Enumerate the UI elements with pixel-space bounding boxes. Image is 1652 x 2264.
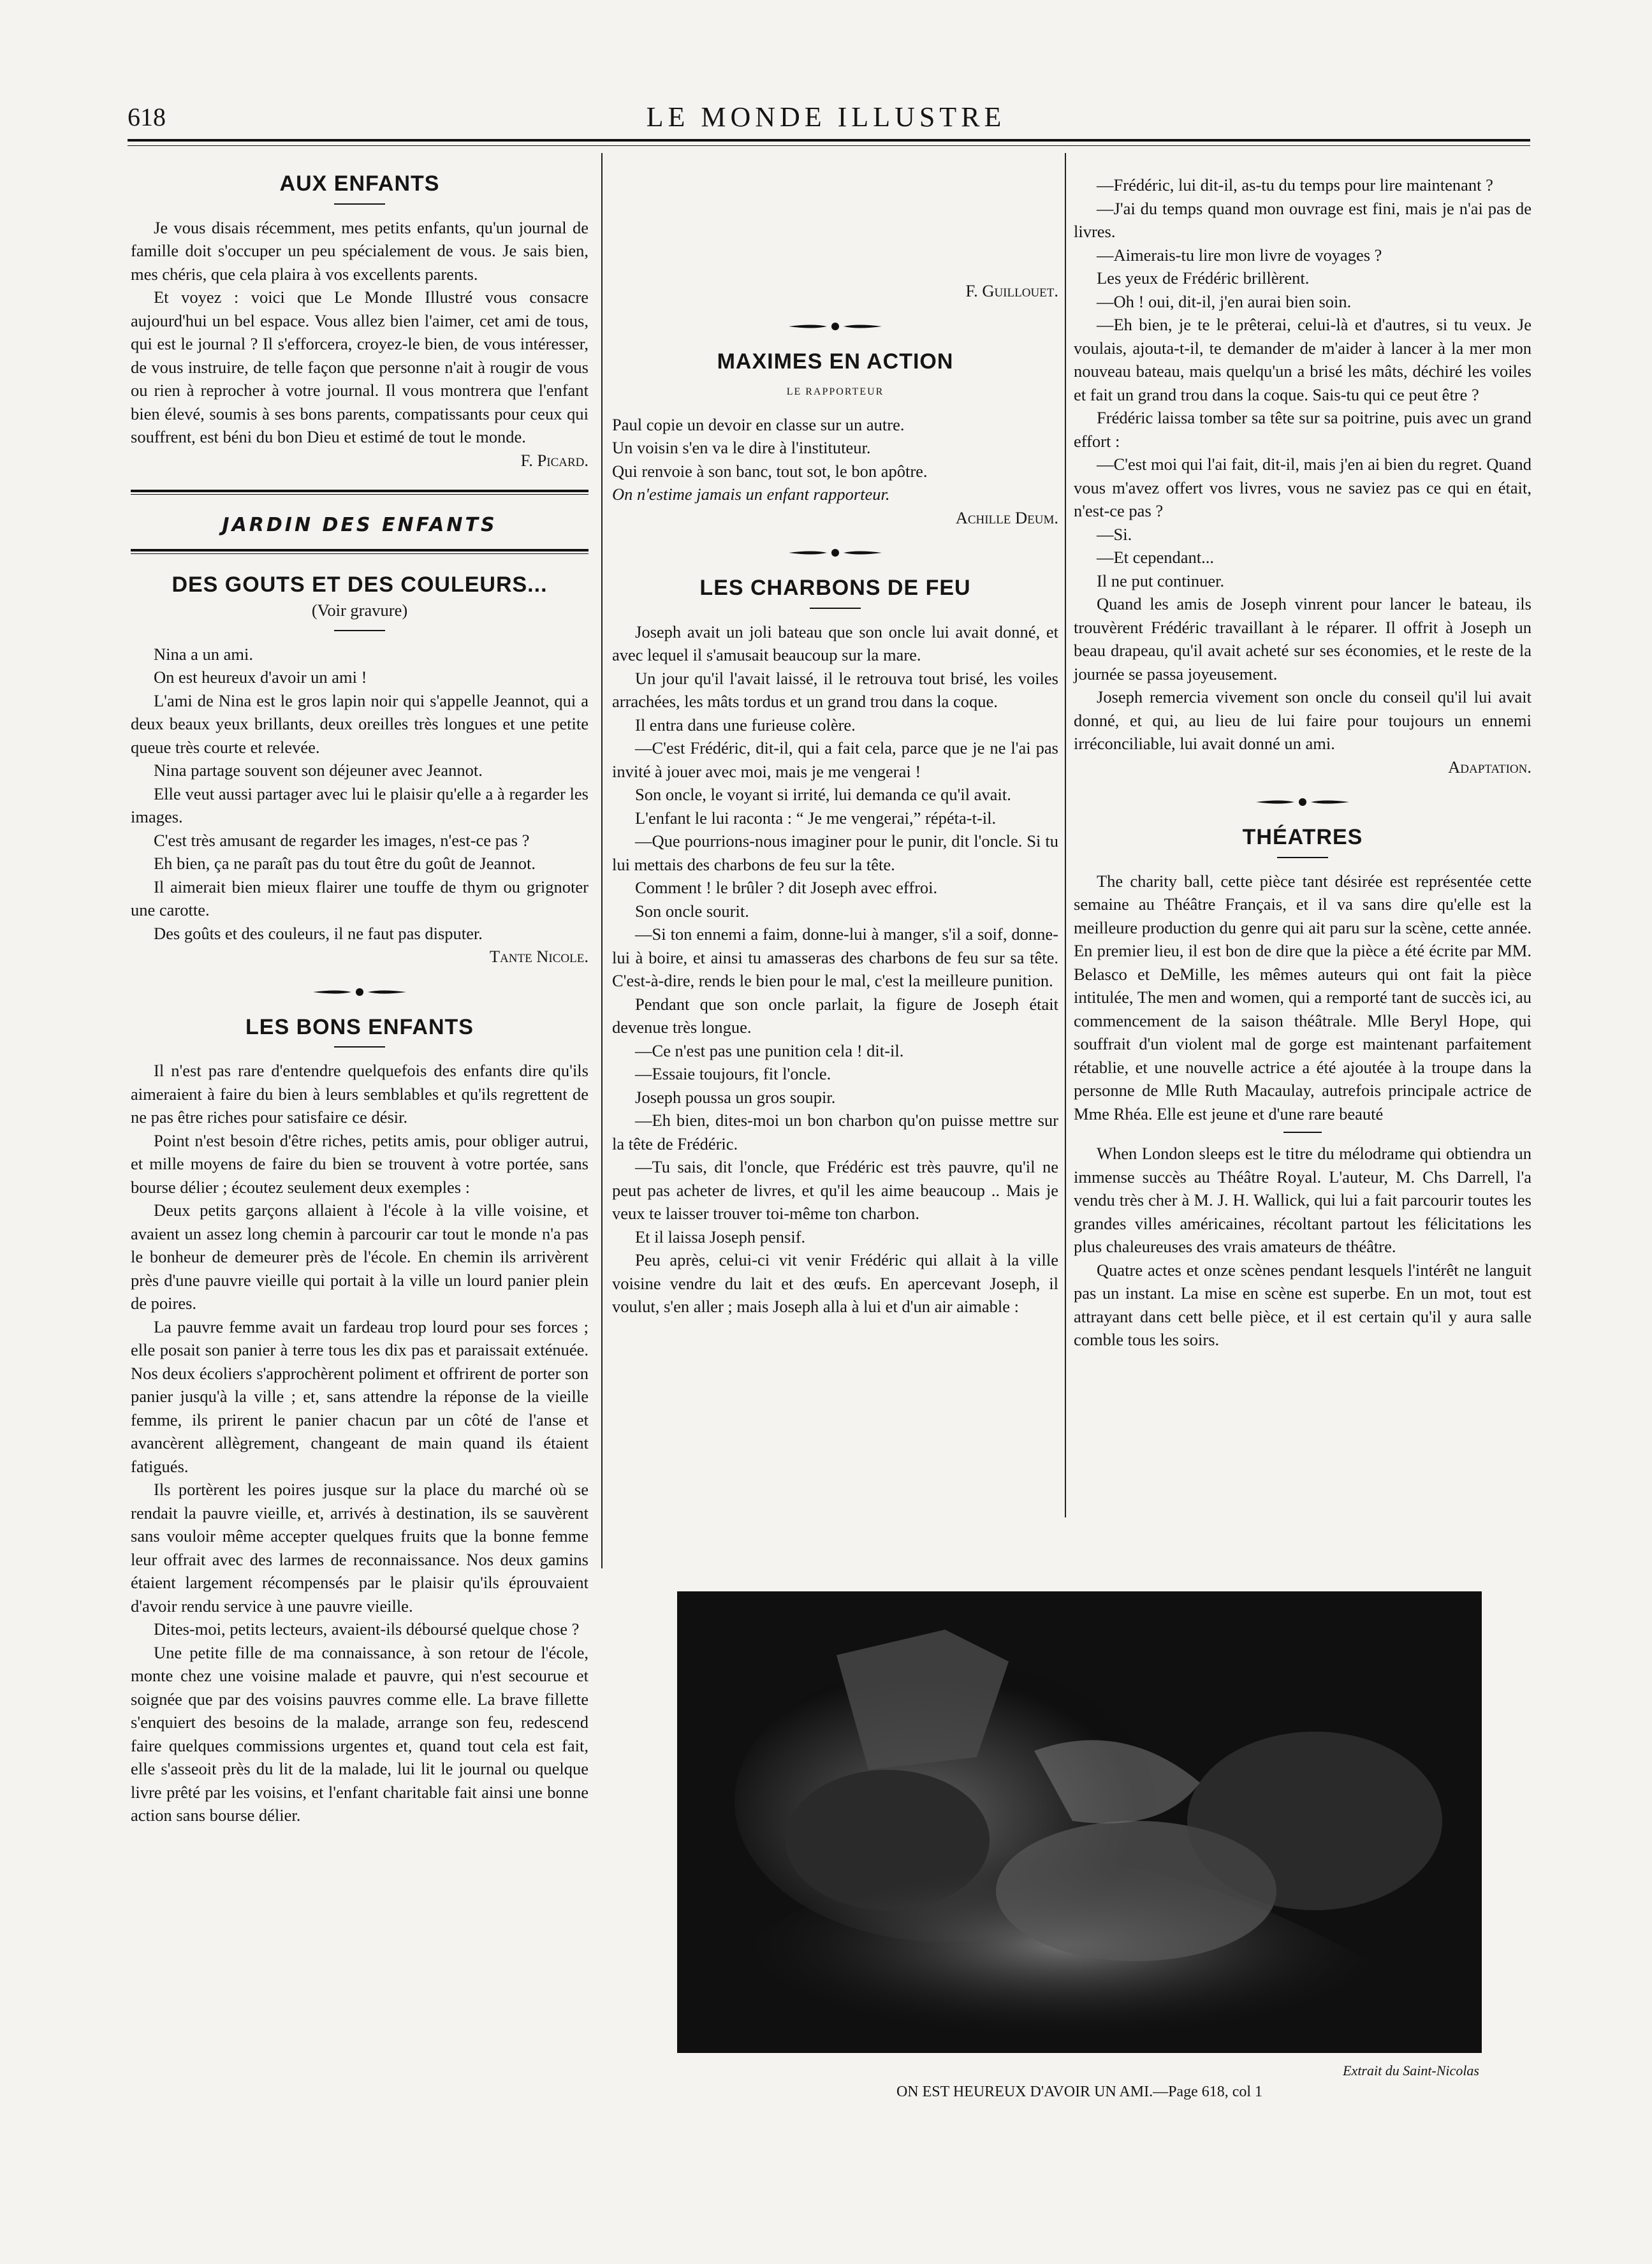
charbons-paragraph: Joseph remercia vivement son oncle du conseil qu'il lui avait donné, et qui, au lieu de lui faire pour toujours un ennemi irréconciliable, lui avait donné un ami. (1074, 687, 1531, 753)
aux-enfants-paragraph: Et voyez : voici que Le Monde Illustré vous consacre aujourd'hui un bel espace. Vous allez bien l'aimer, cet ami de tous, qui est le journal ? Il s'efforcera, croyez-le bien, de vous intéresser, de vous instruire, de telle façon que personne n'ait à rougir de vous ou rien à reprocher à votre journal. Il vous montrera que l'enfant bien élevé, soumis à ses bons parents, compatissants pour ceux qui souffrent, est béni du bon Dieu et estimé de tout le monde. (131, 288, 588, 446)
bons-signature: F. Guillouet. (965, 281, 1058, 300)
maximes-verse: Un voisin s'en va le dire à l'instituteur. (612, 438, 871, 457)
aux-enfants-title: AUX ENFANTS (279, 172, 440, 196)
column-1 (131, 172, 588, 1827)
bons-paragraph: Il n'est pas rare d'entendre quelquefois des enfants dire qu'ils aimeraient à faire du bien à leurs semblables et qu'ils regrettent de ne pas être riches pour satisfaire ce désir. (131, 1061, 588, 1127)
gouts-paragraph: C'est très amusant de regarder les images, n'est-ce pas ? (154, 830, 530, 850)
gouts-paragraph: Nina a un ami. (154, 644, 254, 664)
bons-enfants-title: LES BONS ENFANTS (245, 1014, 474, 1039)
charbons-paragraph: —Essaie toujours, fit l'oncle. (635, 1064, 831, 1083)
maximes-subtitle: LE RAPPORTEUR (786, 386, 884, 397)
illustration (677, 1591, 1482, 2053)
charbons-paragraph: —Ce n'est pas une punition cela ! dit-il. (635, 1041, 904, 1060)
theatres-paragraph: Quatre actes et onze scènes pendant lesquels l'intérêt ne languit pas un instant. La mise en scène est superbe. En un mot, tout est attrayant dans cett belle pièce, et il est certain qu'il y aura salle comble tous les soirs. (1074, 1260, 1531, 1349)
column-3 (1074, 173, 1531, 1352)
jardin-banner: JARDIN DES ENFANTS (222, 514, 497, 536)
charbons-paragraph: Pendant que son oncle parlait, la figure de Joseph était devenue très longue. (612, 994, 1058, 1037)
page-number: 618 (128, 103, 166, 131)
charbons-paragraph: Joseph poussa un gros soupir. (635, 1087, 836, 1107)
gouts-paragraph: Il aimerait bien mieux flairer une touffe de thym ou grignoter une carotte. (131, 877, 588, 919)
charbons-paragraph: Son oncle, le voyant si irrité, lui demanda ce qu'il avait. (635, 785, 1011, 804)
charbons-signature: Adaptation. (1448, 757, 1531, 777)
charbons-paragraph: —Eh bien, dites-moi un bon charbon qu'on puisse mettre sur la tête de Frédéric. (612, 1111, 1058, 1153)
charbons-paragraph: Frédéric laissa tomber sa tête sur sa poitrine, puis avec un grand effort : (1074, 408, 1531, 451)
title-rule (334, 203, 385, 205)
theatres-paragraph: When London sleeps est le titre du mélodrame qui obtiendra un immense succès au Théâtre Royal. L'auteur, M. Chs Darrell, l'a vendu très cher à M. J. H. Wallick, qui lui a fait parcourir toutes les grandes villes américaines, récoltant partout les félicitations les plus chaleureuses des vrais amateurs de théâtre. (1074, 1144, 1531, 1256)
gouts-paragraph: Elle veut aussi partager avec lui le plaisir qu'elle a à regarder les images. (131, 784, 588, 826)
maximes-title: MAXIMES EN ACTION (717, 349, 954, 374)
section-rule-thin (131, 494, 588, 495)
charbons-paragraph: —Eh bien, je te le prêterai, celui-là et d'autres, si tu veux. Je voulais, ajouta-t-il, te demander de m'aider à lancer à la mer mon nouveau bateau, mais quelqu'un a brisé les mâts, déchiré les voiles et fait un grand trou dans la coque. Sais-tu qui ce peut être ? (1074, 315, 1531, 404)
charbons-paragraph: Et il laissa Joseph pensif. (635, 1227, 806, 1246)
title-rule (334, 630, 385, 631)
charbons-paragraph: —Frédéric, lui dit-il, as-tu du temps pour lire maintenant ? (1097, 175, 1493, 194)
charbons-paragraph: —Oh ! oui, dit-il, j'en aurai bien soin. (1097, 291, 1352, 311)
title-rule (810, 608, 861, 609)
charbons-paragraph: —Si ton ennemi a faim, donne-lui à manger, s'il a soif, donne-lui à boire, et ainsi tu amasseras des charbons de feu sur sa tête. C'est-à-dire, rends le bien pour le mal, c'est la meilleure punition. (612, 924, 1058, 990)
charbons-paragraph: —Si. (1097, 524, 1132, 544)
paragraph-rule (1283, 1132, 1322, 1133)
charbons-paragraph: Peu après, celui-ci vit venir Frédéric qui allait à la ville voisine vendre du lait et des œufs. En apercevant Joseph, il voulut, s'en aller ; mais Joseph alla à lui et d'un air aimable : (612, 1250, 1058, 1316)
gouts-paragraph: Eh bien, ça ne paraît pas du tout être du goût de Jeannot. (154, 854, 536, 873)
section-rule (131, 490, 588, 492)
charbons-paragraph: —C'est Frédéric, dit-il, qui a fait cela, parce que je ne l'ai pas invité à jouer avec moi, mais je me vengerai ! (612, 738, 1058, 781)
gouts-paragraph: On est heureux d'avoir un ami ! (154, 668, 367, 687)
gouts-paragraph: Nina partage souvent son déjeuner avec Jeannot. (154, 761, 483, 780)
charbons-paragraph: Comment ! le brûler ? dit Joseph avec effroi. (635, 878, 938, 897)
section-rule (131, 549, 588, 551)
column-2 (612, 167, 1058, 1318)
bons-paragraph: Point n'est besoin d'être riches, petits amis, pour obliger autrui, et mille moyens de faire du bien se trouvent à votre portée, sans bourse délier ; écoutez seulement deux exemples : (131, 1130, 588, 1197)
gouts-subtitle: (Voir gravure) (311, 601, 408, 620)
aux-enfants-signature: F. Picard. (520, 450, 588, 470)
charbons-paragraph: Il ne put continuer. (1097, 571, 1225, 590)
column-divider-1 (601, 153, 603, 1568)
ornament-divider (612, 322, 1058, 331)
charbons-paragraph: Un jour qu'il l'avait laissé, il le retrouva tout brisé, les voiles arrachées, les mâts tordus et un grand trou dans la coque. (612, 668, 1058, 711)
maximes-signature: Achille Deum. (955, 508, 1058, 527)
charbons-paragraph: Les yeux de Frédéric brillèrent. (1097, 268, 1310, 288)
charbons-paragraph: —J'ai du temps quand mon ouvrage est fini, mais je n'ai pas de livres. (1074, 198, 1531, 241)
charbons-paragraph: —Aimerais-tu lire mon livre de voyages ? (1097, 245, 1382, 265)
header-rule-thin (128, 145, 1530, 146)
illustration-caption: ON EST HEUREUX D'AVOIR UN AMI.—Page 618, col 1 (896, 2084, 1263, 2100)
illustration-credit: Extrait du Saint-Nicolas (1343, 2063, 1479, 2078)
charbons-paragraph: Joseph avait un joli bateau que son oncle lui avait donné, et avec lequel il s'amusait beaucoup sur la mare. (612, 622, 1058, 664)
gouts-title: DES GOUTS ET DES COULEURS... (172, 572, 548, 597)
masthead: LE MONDE ILLUSTRE (646, 101, 1006, 133)
column-divider-2 (1065, 153, 1066, 1517)
gouts-signature: Tante Nicole. (489, 947, 588, 966)
header-rule (128, 139, 1530, 142)
theatres-title: THÉATRES (1242, 825, 1363, 849)
ornament-divider (1074, 798, 1531, 807)
bons-paragraph: Une petite fille de ma connaissance, à son retour de l'école, monte chez une voisine malade et pauvre, qui n'est secourue et soignée que par des voisins pauvres comme elle. La brave fillette s'enquiert des besoins de la malade, arrange son feu, redescend faire quelques commissions urgentes et, quand tout cela est fait, elle s'asseoit près du lit de la malade, lui lit le journal ou quelque livre prêté par les voisins, et l'enfant charitable fait ainsi une bonne action sans bourse délier. (131, 1642, 588, 1825)
aux-enfants-paragraph: Je vous disais récemment, mes petits enfants, qu'un journal de famille doit s'occuper un peu spécialement de vous. Je sais bien, mes chéris, que cela plaira à vos excellents parents. (131, 217, 588, 284)
ornament-divider (612, 548, 1058, 557)
charbons-paragraph: —Que pourrions-nous imaginer pour le punir, dit l'oncle. Si tu lui mettais des charbons de feu sur la tête. (612, 831, 1058, 874)
charbons-paragraph: Son oncle sourit. (635, 901, 749, 921)
ornament-divider (131, 988, 588, 997)
charbons-paragraph: —Et cependant... (1097, 548, 1214, 567)
bons-paragraph: La pauvre femme avait un fardeau trop lourd pour ses forces ; elle posait son panier à terre tous les dix pas et paraissait exténuée. Nos deux écoliers s'approchèrent poliment et offrirent de porter son panier jusqu'à la ville ; et, sans attendre la réponse de la vieille femme, ils prirent le panier chacun par un côté de l'anse et avancèrent allègrement, changeant de main quand ils étaient fatigués. (131, 1317, 588, 1476)
charbons-title: LES CHARBONS DE FEU (699, 576, 971, 600)
bons-paragraph: Dites-moi, petits lecteurs, avaient-ils déboursé quelque chose ? (154, 1619, 580, 1639)
title-rule (334, 1046, 385, 1048)
title-rule (1277, 857, 1328, 858)
gouts-paragraph: L'ami de Nina est le gros lapin noir qui s'appelle Jeannot, qui a deux beaux yeux brillants, deux oreilles très longues et une petite queue très courte et relevée. (131, 690, 588, 757)
bons-paragraph: Deux petits garçons allaient à l'école à la ville voisine, et avaient un assez long chemin à parcourir car tout le monde n'a pas le bonheur de demeurer près de l'école. En chemin ils arrivèrent près d'une pauvre vieille qui portait à la ville un lourd panier plein de poires. (131, 1201, 588, 1313)
section-rule-thin (131, 553, 588, 554)
charbons-paragraph: L'enfant le lui raconta : “ Je me vengerai,” répéta-t-il. (635, 808, 997, 828)
maximes-verse: Paul copie un devoir en classe sur un autre. (612, 414, 905, 434)
charbons-paragraph: Quand les amis de Joseph vinrent pour lancer le bateau, ils trouvèrent Frédéric travaillant à le réparer. Il offrit à Joseph un beau drapeau, qu'il avait acheté sur ses économies, et le reste de la journée se passa joyeusement. (1074, 594, 1531, 683)
charbons-paragraph: Il entra dans une furieuse colère. (635, 715, 856, 734)
charbons-paragraph: —Tu sais, dit l'oncle, que Frédéric est très pauvre, qu'il ne peut pas acheter de livres, et qu'il les aime beaucoup .. Mais je veux te laisser trouver toi-même ton charbon. (612, 1157, 1058, 1223)
bons-paragraph: Ils portèrent les poires jusque sur la place du marché où se rendait la pauvre vieille, et, arrivés à destination, ils se sauvèrent sans vouloir même accepter quelques fruits que la bonne femme leur offrait avec des larmes de reconnaissance. Nos deux gamins étaient largement récompensés par le plaisir qu'ils éprouvaient d'avoir rendu service à une pauvre vieille. (131, 1480, 588, 1616)
maximes-verse: Qui renvoie à son banc, tout sot, le bon apôtre. (612, 461, 928, 481)
maximes-verse: On n'estime jamais un enfant rapporteur. (612, 485, 890, 504)
charbons-paragraph: —C'est moi qui l'ai fait, dit-il, mais j'en ai bien du regret. Quand vous m'avez offert vos livres, vous ne saviez pas ce qui en était, n'est-ce pas ? (1074, 455, 1531, 520)
gouts-paragraph: Des goûts et des couleurs, il ne faut pas disputer. (154, 923, 483, 943)
theatres-paragraph: The charity ball, cette pièce tant désirée est représentée cette semaine au Théâtre Français, et il va sans dire qu'elle est la meilleure production du genre qui ait paru sur la scène, cette année. En premier lieu, il est bon de dire que la pièce a été écrite par MM. Belasco et DeMille, les mêmes auteurs qui ont fait la pièce intitulée, The men and women, qui a remporté tant de succès ici, au commencement de la saison théâtrale. Mlle Beryl Hope, qui souffrait d'un violent mal de gorge est maintenant parfaitement rétablie, et une nouvelle actrice a été ajoutée à la troupe dans la personne de Mlle Ruth Macaulay, autrefois principale actrice de Mme Rhéa. Elle est jeune et d'une rare beauté (1074, 871, 1531, 1123)
